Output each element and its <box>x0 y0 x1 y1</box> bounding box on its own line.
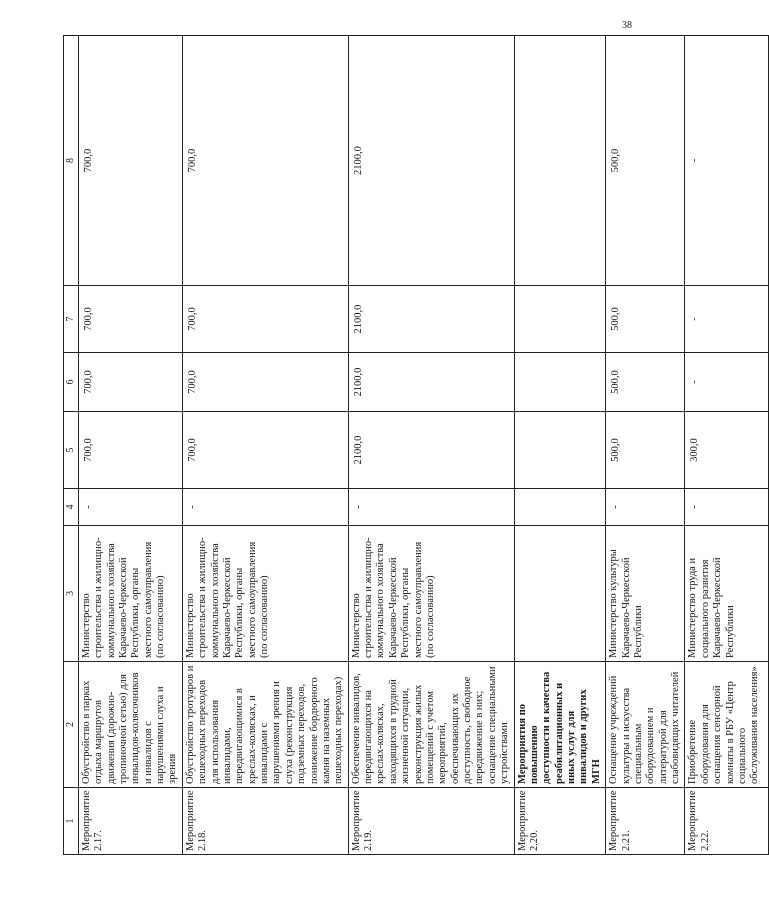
value-col4: - <box>606 489 685 526</box>
value-col8: 2100,0 <box>348 36 514 286</box>
measure-description: Мероприятия по повышению доступности и качества реабилитационных и иных услуг для инвалидов и других МГН <box>514 661 606 787</box>
measure-description: Обустройство в парках отдыха маршрутов движения (дорожно-тропиночной сетью) для инвалидов-колясочников и инвалидов с нарушениями слуха и зрения <box>78 661 182 787</box>
value-col6: - <box>685 353 769 412</box>
value-col8: 700,0 <box>182 36 348 286</box>
value-col8: 700,0 <box>78 36 182 286</box>
responsible-executor: Министерство строительства и жилищно-коммунального хозяйства Карачаево-Черкесской Республики, органы местного самоуправления (по согласованию) <box>348 525 514 661</box>
value-col7: 2100,0 <box>348 286 514 353</box>
column-header: 4 <box>64 489 79 526</box>
responsible-executor: Министерство труда и социального развития Карачаево-Черкесской Республики <box>685 525 769 661</box>
value-col5: 2100,0 <box>348 411 514 488</box>
value-col4: - <box>685 489 769 526</box>
responsible-executor <box>514 525 606 661</box>
value-col5: 500,0 <box>606 411 685 488</box>
responsible-executor: Министерство строительства и жилищно-коммунального хозяйства Карачаево-Черкесской Республики, органы местного самоуправления (по согласованию) <box>78 525 182 661</box>
value-col5: 700,0 <box>182 411 348 488</box>
measure-description: Обустройство тротуаров и пешеходных переходов для использования инвалидами, передвигающимися в креслах-колясках, и инвалидами с нарушениями зрения и слуха (реконструкция подземных переходов, понижение бордюрного камня на наземных пешеходных переходах) <box>182 661 348 787</box>
measure-number: Мероприятие 2.19. <box>348 787 514 854</box>
column-header: 8 <box>64 36 79 286</box>
value-col5: 300,0 <box>685 411 769 488</box>
program-measures-table <box>63 35 769 855</box>
measure-number: Мероприятие 2.20. <box>514 787 606 854</box>
value-col7: 500,0 <box>606 286 685 353</box>
value-col7: 700,0 <box>182 286 348 353</box>
column-header: 7 <box>64 286 79 353</box>
table-row <box>348 36 514 855</box>
table-row <box>78 36 182 855</box>
value-col7: - <box>685 286 769 353</box>
measure-number: Мероприятие 2.22. <box>685 787 769 854</box>
value-col7: 700,0 <box>78 286 182 353</box>
measure-description: Оснащение учреждений культуры и искусства специальным оборудованием и литературой для слабовидящих читателей <box>606 661 685 787</box>
value-col6: 700,0 <box>182 353 348 412</box>
measure-description: Обеспечение инвалидов, передвигающихся на креслах-колясках, находящихся в трудной жизненной ситуации, реконструкция жилых помещений с учетом мероприятий, обеспечивающих их доступность, свободное передвижение в них; оснащение специальными устройствами <box>348 661 514 787</box>
value-col5 <box>514 411 606 488</box>
rotated-table-container <box>63 35 761 855</box>
value-col6 <box>514 353 606 412</box>
value-col6: 500,0 <box>606 353 685 412</box>
header-row <box>64 36 79 855</box>
value-col5: 700,0 <box>78 411 182 488</box>
value-col6: 700,0 <box>78 353 182 412</box>
measure-number: Мероприятие 2.21. <box>606 787 685 854</box>
value-col7 <box>514 286 606 353</box>
column-header: 6 <box>64 353 79 412</box>
table-row <box>685 36 769 855</box>
value-col6: 2100,0 <box>348 353 514 412</box>
responsible-executor: Министерство строительства и жилищно-коммунального хозяйства Карачаево-Черкесской Республики, органы местного самоуправления (по согласованию) <box>182 525 348 661</box>
column-header: 3 <box>64 525 79 661</box>
page-number: 38 <box>622 20 632 31</box>
column-header: 1 <box>64 787 79 854</box>
table-row <box>606 36 685 855</box>
measure-description: Приобретение оборудования для оснащения сенсорной комнаты в РБУ «Центр социального обслуживания населения» <box>685 661 769 787</box>
value-col4: - <box>78 489 182 526</box>
table-row <box>182 36 348 855</box>
value-col4 <box>514 489 606 526</box>
value-col4: - <box>182 489 348 526</box>
table-row <box>514 36 606 855</box>
value-col8 <box>514 36 606 286</box>
column-header: 5 <box>64 411 79 488</box>
value-col8: - <box>685 36 769 286</box>
value-col4: - <box>348 489 514 526</box>
value-col8: 500,0 <box>606 36 685 286</box>
column-header: 2 <box>64 661 79 787</box>
measure-number: Мероприятие 2.17. <box>78 787 182 854</box>
responsible-executor: Министерство культуры Карачаево-Черкесской Республики <box>606 525 685 661</box>
measure-number: Мероприятие 2.18. <box>182 787 348 854</box>
